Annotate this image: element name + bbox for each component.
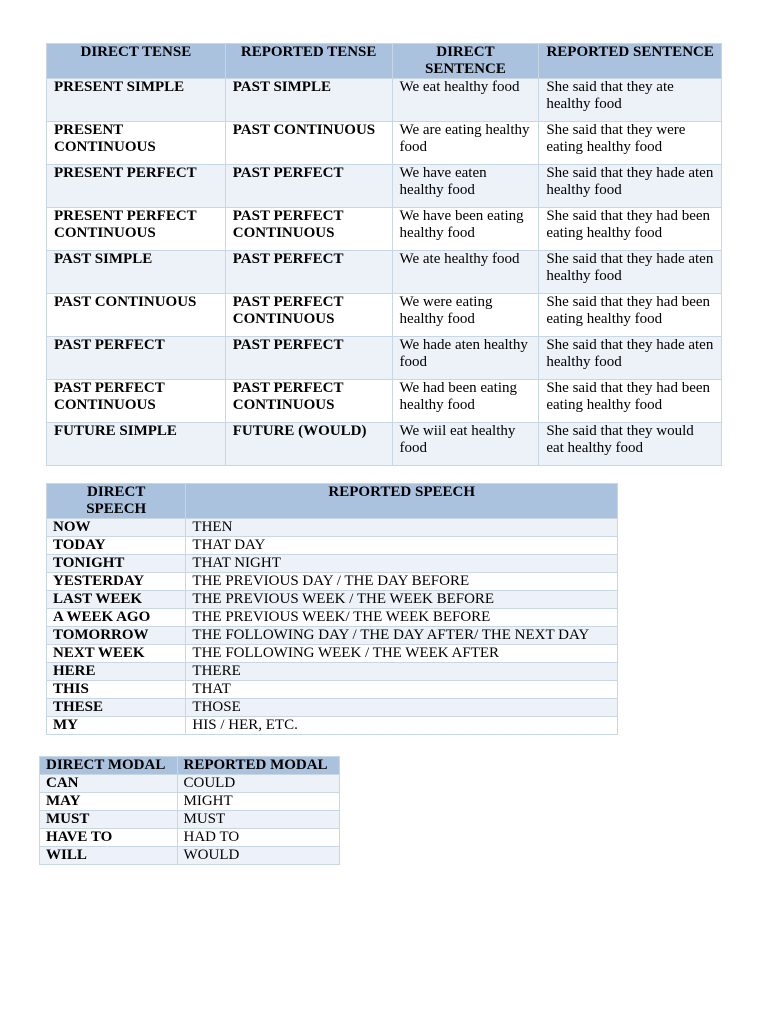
reported-sentence-cell: She said that they were eating healthy food [539,122,722,165]
direct-tense-cell: PAST CONTINUOUS [47,294,226,337]
reported-tense-cell: PAST SIMPLE [225,79,392,122]
reported-modal-cell: COULD [177,775,340,793]
reported-tense-cell: PAST PERFECT [225,337,392,380]
direct-speech-cell: NEXT WEEK [47,645,186,663]
reported-sentence-cell: She said that they had been eating healthy food [539,294,722,337]
table-row [47,681,618,699]
direct-modal-cell: WILL [40,847,178,865]
table-row [47,337,722,380]
direct-speech-cell: NOW [47,519,186,537]
table-row [47,699,618,717]
table-row [47,294,722,337]
header-reported-modal: REPORTED MODAL [177,757,340,775]
header-reported-tense: REPORTED TENSE [225,44,392,79]
table-row [40,775,340,793]
tense-table [46,43,722,466]
header-direct-tense: DIRECT TENSE [47,44,226,79]
reported-sentence-cell: She said that they hade aten healthy food [539,337,722,380]
direct-tense-cell: FUTURE SIMPLE [47,423,226,466]
direct-speech-cell: THESE [47,699,186,717]
direct-tense-cell: PAST SIMPLE [47,251,226,294]
reported-modal-cell: HAD TO [177,829,340,847]
table-row [47,423,722,466]
direct-speech-cell: A WEEK AGO [47,609,186,627]
direct-sentence-cell: We hade aten healthy food [392,337,539,380]
table-row [47,555,618,573]
direct-modal-cell: HAVE TO [40,829,178,847]
direct-speech-cell: TOMORROW [47,627,186,645]
table-row [47,251,722,294]
table-row [47,663,618,681]
direct-sentence-cell: We have been eating healthy food [392,208,539,251]
direct-sentence-cell: We eat healthy food [392,79,539,122]
table-row [47,380,722,423]
direct-speech-cell: THIS [47,681,186,699]
direct-sentence-cell: We have eaten healthy food [392,165,539,208]
reported-sentence-cell: She said that they ate healthy food [539,79,722,122]
modal-table [39,756,340,865]
table-row [47,627,618,645]
reported-speech-cell: THEN [186,519,618,537]
direct-tense-cell: PRESENT CONTINUOUS [47,122,226,165]
header-reported-speech: REPORTED SPEECH [186,484,618,519]
time-place-table [46,483,618,735]
reported-speech-cell: THE PREVIOUS WEEK / THE WEEK BEFORE [186,591,618,609]
direct-speech-cell: MY [47,717,186,735]
table-row [47,573,618,591]
table-row [40,811,340,829]
direct-speech-cell: YESTERDAY [47,573,186,591]
reported-modal-cell: MIGHT [177,793,340,811]
direct-speech-cell: TONIGHT [47,555,186,573]
reported-speech-cell: THERE [186,663,618,681]
reported-speech-cell: HIS / HER, ETC. [186,717,618,735]
direct-sentence-cell: We ate healthy food [392,251,539,294]
table-row [47,609,618,627]
table-row [47,537,618,555]
direct-modal-cell: MUST [40,811,178,829]
header-direct-modal: DIRECT MODAL [40,757,178,775]
table-row [47,122,722,165]
reported-tense-cell: PAST PERFECT [225,251,392,294]
table-row [40,847,340,865]
direct-sentence-cell: We are eating healthy food [392,122,539,165]
direct-tense-cell: PRESENT PERFECT [47,165,226,208]
reported-sentence-cell: She said that they hade aten healthy food [539,251,722,294]
table-row [47,645,618,663]
direct-tense-cell: PRESENT PERFECT CONTINUOUS [47,208,226,251]
reported-speech-cell: THE FOLLOWING WEEK / THE WEEK AFTER [186,645,618,663]
reported-sentence-cell: She said that they had been eating healthy food [539,380,722,423]
table-row [47,165,722,208]
reported-speech-cell: THAT DAY [186,537,618,555]
table-row [47,591,618,609]
direct-sentence-cell: We had been eating healthy food [392,380,539,423]
reported-tense-cell: FUTURE (WOULD) [225,423,392,466]
table-row [47,717,618,735]
reported-tense-cell: PAST PERFECT CONTINUOUS [225,380,392,423]
direct-tense-cell: PAST PERFECT [47,337,226,380]
table-row [40,793,340,811]
table-row [47,79,722,122]
header-direct-speech: DIRECT SPEECH [47,484,186,519]
header-reported-sentence: REPORTED SENTENCE [539,44,722,79]
table-row [47,519,618,537]
table-header-row [47,484,618,519]
direct-tense-cell: PRESENT SIMPLE [47,79,226,122]
reported-tense-cell: PAST PERFECT CONTINUOUS [225,294,392,337]
reported-tense-cell: PAST CONTINUOUS [225,122,392,165]
reported-tense-cell: PAST PERFECT [225,165,392,208]
reported-tense-cell: PAST PERFECT CONTINUOUS [225,208,392,251]
reported-sentence-cell: She said that they hade aten healthy food [539,165,722,208]
header-direct-sentence: DIRECT SENTENCE [392,44,539,79]
direct-modal-cell: CAN [40,775,178,793]
direct-speech-cell: LAST WEEK [47,591,186,609]
direct-tense-cell: PAST PERFECT CONTINUOUS [47,380,226,423]
reported-speech-cell: THAT NIGHT [186,555,618,573]
table-header-row [40,757,340,775]
reported-sentence-cell: She said that they would eat healthy food [539,423,722,466]
table-row [40,829,340,847]
table-row [47,208,722,251]
direct-speech-cell: HERE [47,663,186,681]
direct-sentence-cell: We wiil eat healthy food [392,423,539,466]
reported-modal-cell: WOULD [177,847,340,865]
reported-sentence-cell: She said that they had been eating healthy food [539,208,722,251]
reported-speech-cell: THE PREVIOUS WEEK/ THE WEEK BEFORE [186,609,618,627]
direct-sentence-cell: We were eating healthy food [392,294,539,337]
reported-speech-cell: THE PREVIOUS DAY / THE DAY BEFORE [186,573,618,591]
reported-speech-cell: THAT [186,681,618,699]
reported-speech-cell: THOSE [186,699,618,717]
reported-modal-cell: MUST [177,811,340,829]
direct-speech-cell: TODAY [47,537,186,555]
direct-modal-cell: MAY [40,793,178,811]
reported-speech-cell: THE FOLLOWING DAY / THE DAY AFTER/ THE NEXT DAY [186,627,618,645]
table-header-row [47,44,722,79]
